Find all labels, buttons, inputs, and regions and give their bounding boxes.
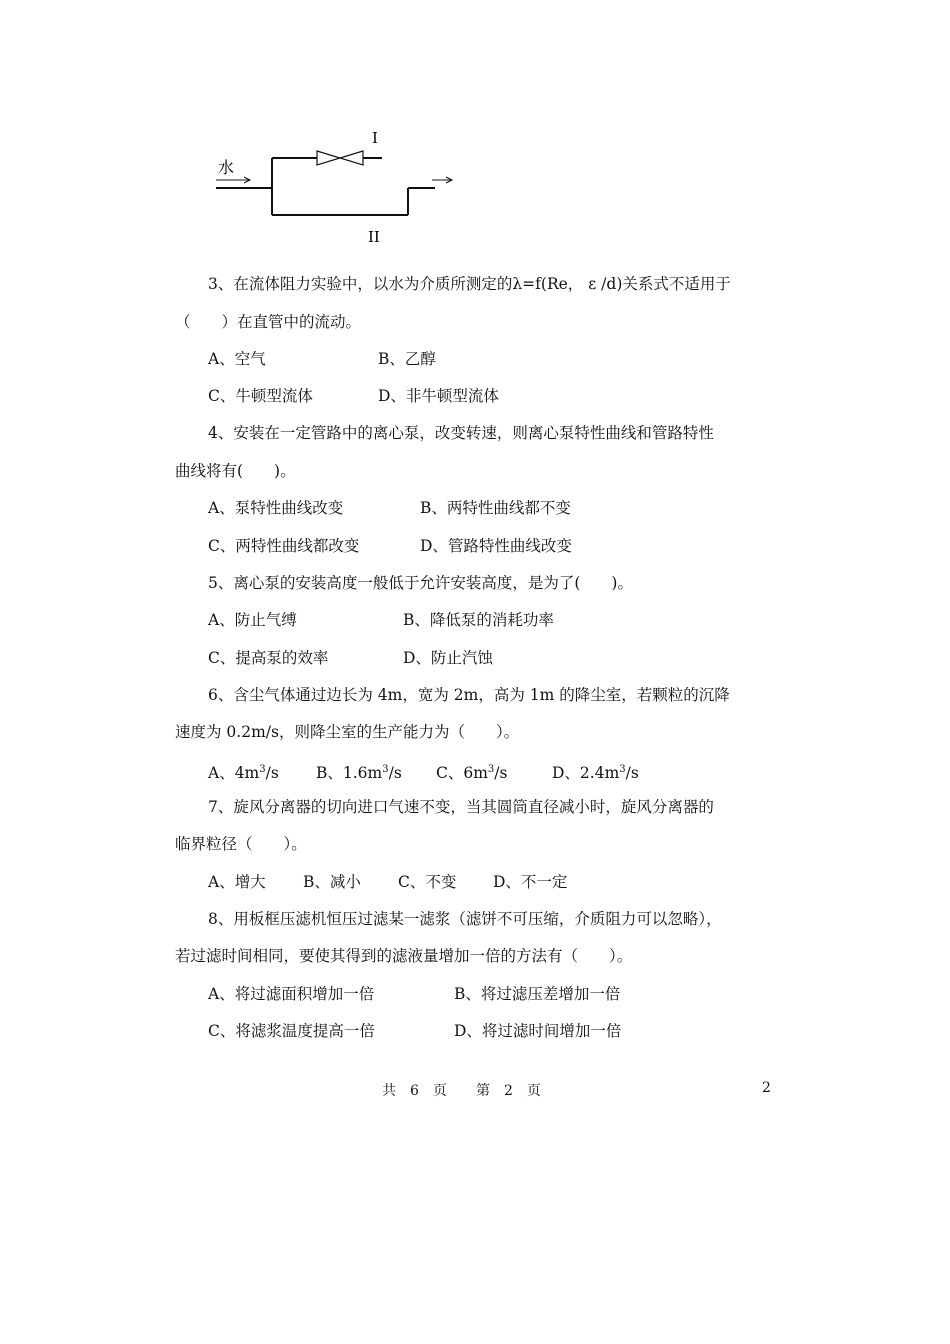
q7-option-a: A、增大 [208, 873, 266, 891]
q5-stem-line1: 5、离心泵的安装高度一般低于允许安装高度，是为了( )。 [208, 574, 633, 592]
q3-option-d: D、非牛顿型流体 [378, 387, 499, 405]
q8-option-c: C、将滤浆温度提高一倍 [208, 1022, 375, 1040]
q4-stem-line2: 曲线将有( )。 [175, 462, 296, 480]
q6-option-c: C、$6m^3/s$ [436, 764, 508, 783]
diagram-label-pipe1: I [372, 129, 378, 147]
diagram-label-water: 水 [218, 158, 235, 177]
q8-option-d: D、将过滤时间增加一倍 [454, 1022, 622, 1040]
q6-stem-line1: 6、含尘气体通过边长为 4m，宽为 2m，高为 1m 的降尘室，若颗粒的沉降 [208, 686, 730, 704]
q6-stem-line2: 速度为 0.2m/s，则降尘室的生产能力为（ ）。 [175, 723, 520, 741]
q3-option-b: B、乙醇 [378, 350, 436, 368]
q5-option-b: B、降低泵的消耗功率 [403, 611, 554, 629]
footer-total-pages: 共 6 页 [382, 1083, 447, 1099]
diagram-label-pipe2: II [368, 228, 380, 246]
q6-option-b: B、$1.6m^3/s$ [316, 764, 402, 783]
q4-stem-line1: 4、安装在一定管路中的离心泵，改变转速，则离心泵特性曲线和管路特性 [208, 424, 714, 442]
footer-page-number: 2 [762, 1080, 771, 1096]
valve-right [340, 151, 363, 165]
q4-option-b: B、两特性曲线都不变 [420, 499, 571, 517]
q7-option-c: C、不变 [398, 873, 457, 891]
q8-stem-line2: 若过滤时间相同，要使其得到的滤液量增加一倍的方法有（ ）。 [175, 947, 633, 965]
q7-stem-line1: 7、旋风分离器的切向进口气速不变，当其圆筒直径减小时，旋风分离器的 [208, 798, 714, 816]
q8-option-a: A、将过滤面积增加一倍 [208, 985, 375, 1003]
q7-option-d: D、不一定 [493, 873, 568, 891]
q6-option-a: A、$4m^3/s$ [208, 764, 279, 783]
q5-option-c: C、提高泵的效率 [208, 649, 329, 667]
q7-stem-line2: 临界粒径（ ）。 [175, 835, 307, 853]
valve-left [317, 151, 340, 165]
q3-option-c: C、牛顿型流体 [208, 387, 313, 405]
pipe-diagram [210, 125, 470, 255]
q4-option-d: D、管路特性曲线改变 [420, 537, 572, 555]
q5-option-a: A、防止气缚 [208, 611, 297, 629]
q4-option-a: A、泵特性曲线改变 [208, 499, 344, 517]
q4-option-c: C、两特性曲线都改变 [208, 537, 360, 555]
q6-option-d: D、$2.4m^3/s$ [552, 764, 639, 783]
q7-option-b: B、减小 [303, 873, 361, 891]
q8-stem-line1: 8、用板框压滤机恒压过滤某一滤浆（滤饼不可压缩，介质阻力可以忽略）， [208, 910, 722, 928]
q5-option-d: D、防止汽蚀 [403, 649, 493, 667]
q8-option-b: B、将过滤压差增加一倍 [454, 985, 621, 1003]
q3-option-a: A、空气 [208, 350, 266, 368]
q3-stem-line2: （ ）在直管中的流动。 [175, 313, 362, 331]
q3-stem-line1: 3、在流体阻力实验中，以水为介质所测定的λ=f(Re， ε /d)关系式不适用于 [208, 275, 731, 293]
footer-current-page: 第 2 页 [476, 1083, 541, 1099]
